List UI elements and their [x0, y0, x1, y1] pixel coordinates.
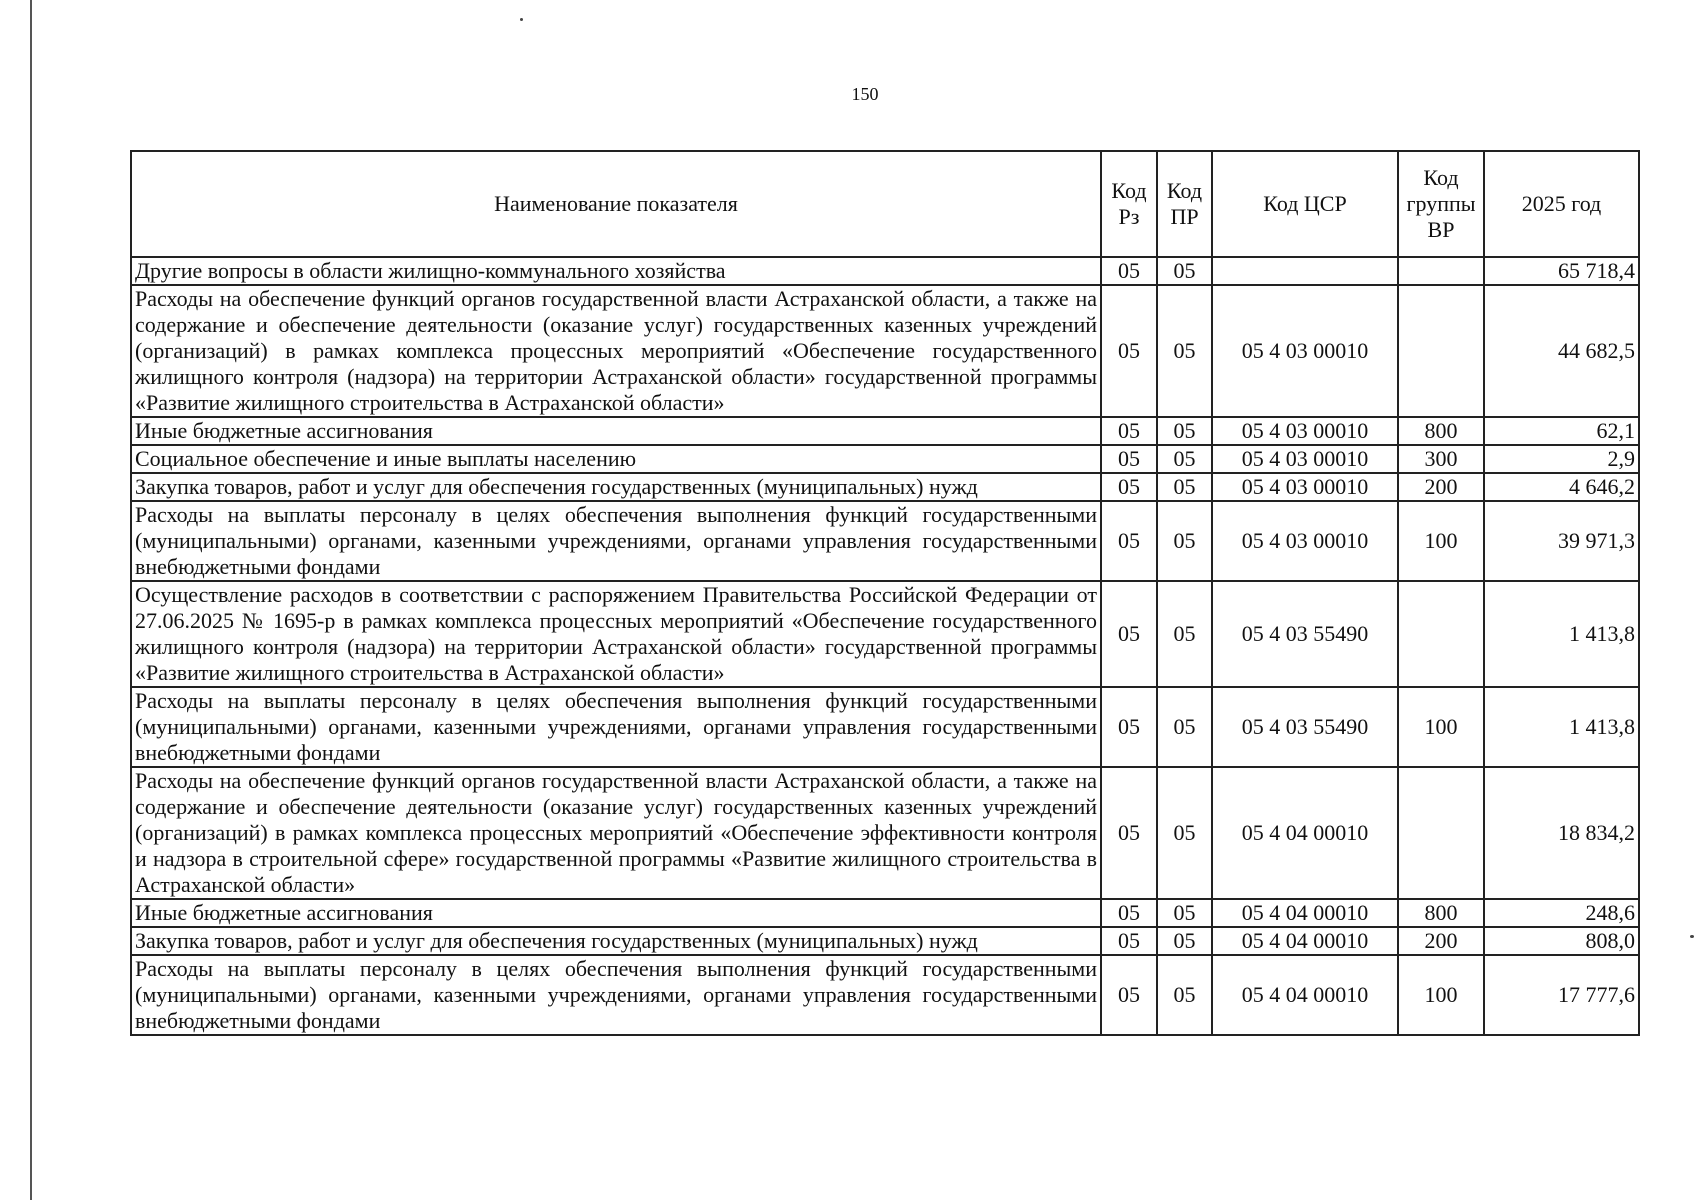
cell-rz: 05 [1101, 955, 1157, 1035]
cell-amount: 17 777,6 [1484, 955, 1639, 1035]
cell-rz: 05 [1101, 417, 1157, 445]
cell-name: Другие вопросы в области жилищно-коммунального хозяйства [131, 257, 1101, 285]
table-row [131, 581, 1639, 687]
page-number: 150 [851, 84, 879, 104]
cell-vr: 100 [1398, 501, 1484, 581]
cell-rz: 05 [1101, 445, 1157, 473]
cell-vr [1398, 285, 1484, 417]
column-header-csr: Код ЦСР [1212, 151, 1398, 257]
cell-pr: 05 [1157, 955, 1212, 1035]
cell-csr: 05 4 04 00010 [1212, 767, 1398, 899]
cell-vr: 300 [1398, 445, 1484, 473]
cell-csr: 05 4 03 00010 [1212, 473, 1398, 501]
cell-rz: 05 [1101, 257, 1157, 285]
table-row [131, 687, 1639, 767]
column-header-year: 2025 год [1484, 151, 1639, 257]
cell-name: Социальное обеспечение и иные выплаты населению [131, 445, 1101, 473]
scan-speck [1690, 935, 1694, 938]
cell-amount: 18 834,2 [1484, 767, 1639, 899]
cell-pr: 05 [1157, 581, 1212, 687]
cell-amount: 1 413,8 [1484, 687, 1639, 767]
cell-name: Расходы на выплаты персоналу в целях обеспечения выполнения функций государственными (муниципальными) органами, казенными учреждениями, органами управления государственными внебюджетными фондами [131, 955, 1101, 1035]
table-row [131, 417, 1639, 445]
cell-name: Расходы на выплаты персоналу в целях обеспечения выполнения функций государственными (муниципальными) органами, казенными учреждениями, органами управления государственными внебюджетными фондами [131, 501, 1101, 581]
cell-csr: 05 4 04 00010 [1212, 927, 1398, 955]
cell-csr: 05 4 03 00010 [1212, 417, 1398, 445]
cell-pr: 05 [1157, 899, 1212, 927]
table-row [131, 285, 1639, 417]
column-header-vr: Код группы ВР [1398, 151, 1484, 257]
table-header-row [131, 151, 1639, 257]
cell-vr: 200 [1398, 473, 1484, 501]
cell-pr: 05 [1157, 473, 1212, 501]
table-row [131, 445, 1639, 473]
cell-csr: 05 4 03 00010 [1212, 445, 1398, 473]
table-row [131, 473, 1639, 501]
table-row [131, 501, 1639, 581]
cell-amount: 39 971,3 [1484, 501, 1639, 581]
cell-csr: 05 4 03 00010 [1212, 285, 1398, 417]
cell-amount: 248,6 [1484, 899, 1639, 927]
cell-vr: 800 [1398, 899, 1484, 927]
cell-rz: 05 [1101, 473, 1157, 501]
cell-rz: 05 [1101, 687, 1157, 767]
cell-pr: 05 [1157, 445, 1212, 473]
cell-name: Закупка товаров, работ и услуг для обеспечения государственных (муниципальных) нужд [131, 927, 1101, 955]
cell-amount: 808,0 [1484, 927, 1639, 955]
cell-rz: 05 [1101, 927, 1157, 955]
cell-rz: 05 [1101, 501, 1157, 581]
cell-pr: 05 [1157, 285, 1212, 417]
cell-amount: 65 718,4 [1484, 257, 1639, 285]
scan-edge-line [30, 0, 32, 1200]
cell-csr: 05 4 04 00010 [1212, 899, 1398, 927]
cell-name: Закупка товаров, работ и услуг для обеспечения государственных (муниципальных) нужд [131, 473, 1101, 501]
cell-name: Иные бюджетные ассигнования [131, 899, 1101, 927]
cell-amount: 2,9 [1484, 445, 1639, 473]
cell-pr: 05 [1157, 927, 1212, 955]
cell-csr: 05 4 03 00010 [1212, 501, 1398, 581]
cell-vr: 100 [1398, 687, 1484, 767]
cell-amount: 62,1 [1484, 417, 1639, 445]
cell-pr: 05 [1157, 257, 1212, 285]
cell-rz: 05 [1101, 285, 1157, 417]
cell-vr [1398, 767, 1484, 899]
budget-table [130, 150, 1640, 1036]
cell-rz: 05 [1101, 767, 1157, 899]
cell-name: Расходы на обеспечение функций органов государственной власти Астраханской области, а также на содержание и обеспечение деятельности (оказание услуг) государственных казенных учреждений (организаций) в рамках комплекса процессных мероприятий «Обеспечение эффективности контроля и надзора в строительной сфере» государственной программы «Развитие жилищного строительства в Астраханской области» [131, 767, 1101, 899]
cell-vr [1398, 581, 1484, 687]
table-row [131, 927, 1639, 955]
cell-pr: 05 [1157, 417, 1212, 445]
table-row [131, 955, 1639, 1035]
cell-pr: 05 [1157, 687, 1212, 767]
cell-csr [1212, 257, 1398, 285]
cell-name: Осуществление расходов в соответствии с распоряжением Правительства Российской Федерации от 27.06.2025 № 1695-р в рамках комплекса процессных мероприятий «Обеспечение государственного жилищного контроля (надзора) на территории Астраханской области» государственной программы «Развитие жилищного строительства в Астраханской области» [131, 581, 1101, 687]
cell-amount: 4 646,2 [1484, 473, 1639, 501]
table-row [131, 899, 1639, 927]
cell-csr: 05 4 04 00010 [1212, 955, 1398, 1035]
cell-amount: 1 413,8 [1484, 581, 1639, 687]
cell-vr: 100 [1398, 955, 1484, 1035]
table-body [131, 257, 1639, 1035]
cell-pr: 05 [1157, 767, 1212, 899]
cell-name: Расходы на обеспечение функций органов государственной власти Астраханской области, а также на содержание и обеспечение деятельности (оказание услуг) государственных казенных учреждений (организаций) в рамках комплекса процессных мероприятий «Обеспечение государственного жилищного контроля (надзора) на территории Астраханской области» государственной программы «Развитие жилищного строительства в Астраханской области» [131, 285, 1101, 417]
table-row [131, 767, 1639, 899]
cell-vr [1398, 257, 1484, 285]
cell-csr: 05 4 03 55490 [1212, 687, 1398, 767]
column-header-name: Наименование показателя [131, 151, 1101, 257]
table-row [131, 257, 1639, 285]
cell-vr: 800 [1398, 417, 1484, 445]
cell-vr: 200 [1398, 927, 1484, 955]
cell-pr: 05 [1157, 501, 1212, 581]
cell-name: Расходы на выплаты персоналу в целях обеспечения выполнения функций государственными (муниципальными) органами, казенными учреждениями, органами управления государственными внебюджетными фондами [131, 687, 1101, 767]
cell-csr: 05 4 03 55490 [1212, 581, 1398, 687]
cell-name: Иные бюджетные ассигнования [131, 417, 1101, 445]
scan-speck [520, 18, 523, 21]
column-header-pr: Код ПР [1157, 151, 1212, 257]
cell-rz: 05 [1101, 899, 1157, 927]
cell-amount: 44 682,5 [1484, 285, 1639, 417]
cell-rz: 05 [1101, 581, 1157, 687]
column-header-rz: Код Рз [1101, 151, 1157, 257]
